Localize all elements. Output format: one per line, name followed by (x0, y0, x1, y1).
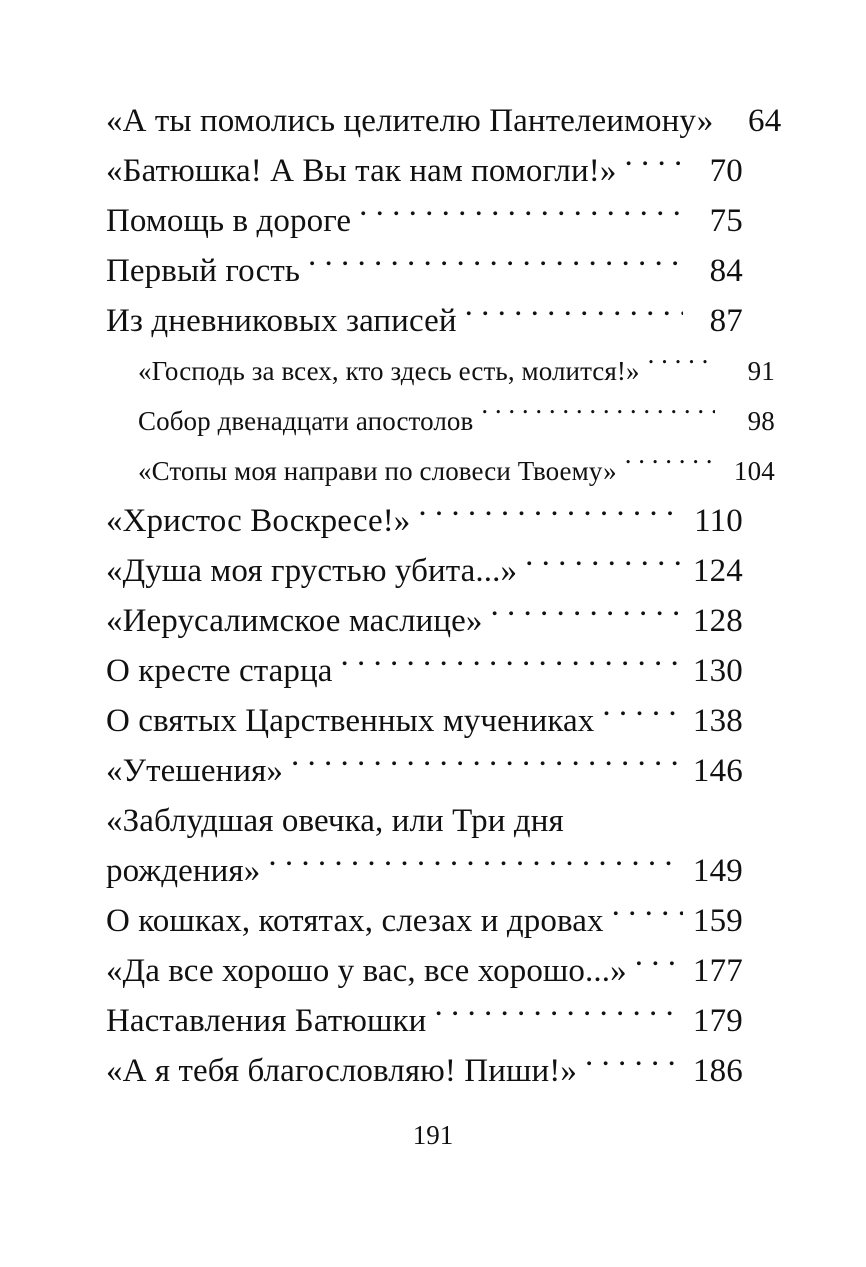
toc-dot-leader (635, 948, 683, 981)
toc-dot-leader (340, 648, 683, 681)
toc-entry-title: «Стопы моя направи по словеси Твоему» (138, 456, 617, 486)
toc-entry-title: «А я тебя благословляю! Пиши!» (106, 1053, 577, 1089)
toc-entry-title: «Душа моя грустью убита...» (106, 553, 518, 589)
toc-entry-title: «А ты помолись целителю Пантелеимону» (106, 103, 714, 139)
toc-entry-page-number: 186 (692, 1053, 743, 1089)
toc-entry[interactable] (106, 746, 743, 796)
toc-entry-page-number: 110 (694, 503, 743, 539)
toc-entry-page-number: 128 (692, 603, 743, 639)
toc-entry-page-number: 84 (709, 253, 743, 289)
toc-entry[interactable] (106, 346, 775, 396)
toc-entry[interactable] (106, 796, 743, 846)
toc-entry[interactable] (106, 896, 743, 946)
toc-dot-leader (359, 198, 683, 231)
toc-entry-title: О кресте старца (106, 653, 333, 689)
toc-dot-leader (585, 1048, 683, 1081)
toc-entry[interactable] (106, 696, 743, 746)
toc-entry-title: «Христос Воскресе!» (106, 503, 411, 539)
toc-entry[interactable] (106, 846, 743, 896)
toc-entry-title: Собор двенадцати апостолов (138, 406, 474, 436)
toc-entry-page-number: 64 (748, 103, 782, 139)
toc-entry[interactable] (106, 546, 743, 596)
toc-entry-page-number: 149 (692, 853, 743, 889)
toc-entry[interactable] (106, 596, 743, 646)
toc-entry[interactable] (106, 246, 743, 296)
toc-entry-page-number: 130 (692, 653, 743, 689)
toc-entry-page-number: 87 (709, 303, 743, 339)
toc-entry-title: рождения» (106, 853, 261, 889)
toc-dot-leader (291, 748, 683, 781)
toc-entry[interactable] (106, 646, 743, 696)
toc-entry-title: Помощь в дороге (106, 203, 352, 239)
toc-dot-leader (602, 698, 683, 731)
toc-entry-title: Наставления Батюшки (106, 1003, 427, 1039)
toc-entry-page-number: 146 (692, 753, 743, 789)
toc-entry[interactable] (106, 1046, 743, 1096)
toc-entry-title: «Господь за всех, кто здесь есть, молится!» (138, 356, 640, 386)
toc-dot-leader (648, 353, 715, 380)
toc-entry-title: Первый гость (106, 253, 300, 289)
toc-entry[interactable] (106, 396, 775, 446)
toc-entry[interactable] (106, 446, 775, 496)
toc-dot-leader (418, 498, 683, 531)
toc-entry[interactable] (106, 296, 743, 346)
toc-entry[interactable] (106, 496, 743, 546)
toc-entry-title: Из дневниковых записей (106, 303, 457, 339)
toc-dot-leader (491, 598, 683, 631)
toc-entry-title: «Иерусалимское маслице» (106, 603, 483, 639)
toc-dot-leader (624, 148, 683, 181)
table-of-contents-list (106, 96, 782, 1096)
page-folio-number: 191 (412, 1120, 454, 1150)
toc-dot-leader (481, 403, 715, 430)
toc-entry-title: О святых Царственных мучениках (106, 703, 595, 739)
toc-dot-leader (625, 453, 715, 480)
toc-entry-page-number: 159 (692, 903, 743, 939)
toc-entry-page-number: 75 (709, 203, 743, 239)
toc-entry-title: «Батюшка! А Вы так нам помогли!» (106, 153, 617, 189)
toc-dot-leader (572, 798, 683, 831)
toc-entry-page-number: 179 (692, 1003, 743, 1039)
toc-entry-title: «Заблудшая овечка, или Три дня (106, 803, 564, 839)
toc-entry[interactable] (106, 946, 743, 996)
toc-entry-title: «Да все хорошо у вас, все хорошо...» (106, 953, 627, 989)
toc-entry-title: О кошках, котятах, слезах и дровах (106, 903, 604, 939)
toc-entry[interactable] (106, 96, 782, 146)
toc-entry-page-number: 98 (747, 406, 775, 436)
toc-dot-leader (268, 848, 683, 881)
toc-entry-page-number: 138 (692, 703, 743, 739)
toc-entry-page-number: 124 (692, 553, 743, 589)
toc-dot-leader (465, 298, 683, 331)
toc-entry[interactable] (106, 996, 743, 1046)
toc-entry-title: «Утешения» (106, 753, 283, 789)
toc-entry-page-number: 70 (709, 153, 743, 189)
toc-entry-page-number: 91 (747, 356, 775, 386)
toc-entry[interactable] (106, 196, 743, 246)
toc-entry-page-number: 177 (692, 953, 743, 989)
toc-dot-leader (308, 248, 683, 281)
toc-entry-page-number: 104 (733, 456, 775, 486)
toc-dot-leader (525, 548, 683, 581)
toc-dot-leader (612, 898, 683, 931)
toc-dot-leader (434, 998, 683, 1031)
toc-entry[interactable] (106, 146, 743, 196)
